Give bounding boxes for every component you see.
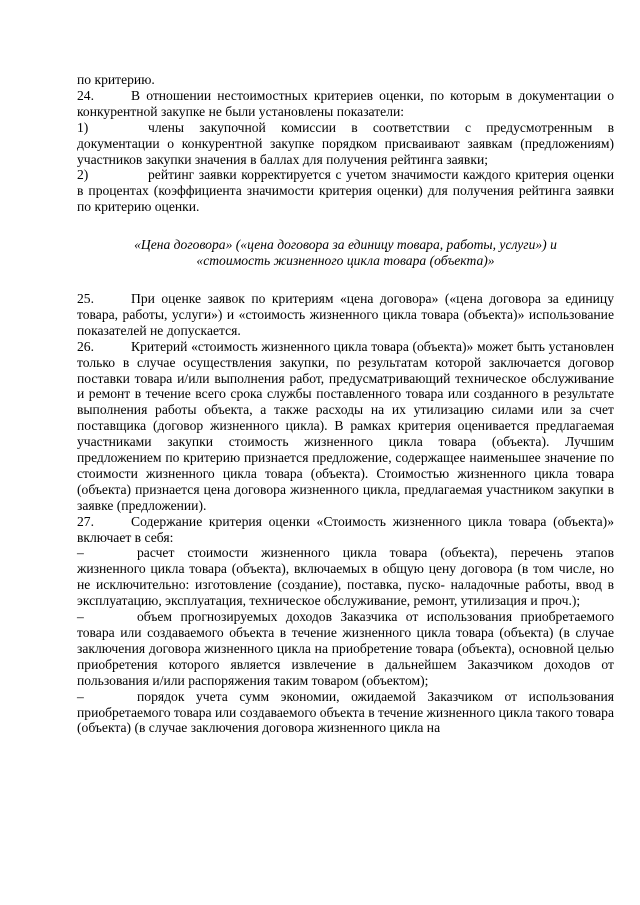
bullet-text: объем прогнозируемых доходов Заказчика от использования приобретаемого товара или создаваемого объекта в течение жизненного цикла товара (объекта) (в случае заключения договора жизненного цикла на приобретение товара (объекта), основной целью приобретения которого является извлечение в дальнейшем Заказчиком доходов от пользования и/или распоряжения таким товаром (объектом); [77, 609, 614, 688]
clause-text: Критерий «стоимость жизненного цикла товара (объекта)» может быть установлен только в случае осуществления закупки, по результатам которой заключается договор поставки товара и/или выполнения работ, предусматривающий техническое обслуживание и ремонт в течение всего срока службы поставленного товара или созданного в результате выполнения работы объекта, а также расходы на их утилизацию силами или за счет поставщика (договор жизненного цикла). В рамках критерия оценивается предлагаемая участниками закупки стоимость жизненного цикла товара (объекта). Лучшим предложением по критерию признается предложение, содержащее наименьшее значение по стоимости жизненного цикла товара (объекта). Стоимостью жизненного цикла товара (объекта) признается цена договора жизненного цикла, предлагаемая участником закупки в заявке (предложении). [77, 338, 614, 513]
item-text: рейтинг заявки корректируется с учетом значимости каждого критерия оценки в процентах (коэффициента значимости критерия оценки) для получения рейтинга заявки по критерию оценки. [77, 167, 614, 215]
clause-24-item-2 [77, 167, 614, 215]
item-number: 2) [77, 167, 89, 183]
clause-number: 24. [77, 87, 94, 103]
bullet-text: расчет стоимости жизненного цикла товара (объекта), перечень этапов жизненного цикла товара (объекта), включаемых в общую цену договора (в том числе, но не исключительно: изготовление (создание), поставка, пуско- наладочные работы, ввод в эксплуатацию, эксплуатация, техническое обслуживание, ремонт, утилизация и проч.); [77, 545, 614, 609]
document-page [77, 72, 614, 736]
clause-26 [77, 339, 614, 514]
section-heading-line-2: «стоимость жизненного цикла товара (объекта)» [196, 253, 495, 269]
bullet-item-1 [77, 545, 614, 609]
clause-27 [77, 514, 614, 546]
item-text: члены закупочной комиссии в соответствии с предусмотренным в документации о конкурентной закупке порядком присваивают заявкам (предложениям) участников закупки значения в баллах для получения рейтинга заявки; [77, 119, 614, 167]
section-heading [77, 237, 614, 269]
clause-number: 27. [77, 513, 94, 529]
clause-text: При оценке заявок по критериям «цена договора» («цена договора за единицу товара, работы, услуги») и «стоимость жизненного цикла товара (объекта)» использование показателей не допускается. [77, 290, 614, 338]
bullet-dash: – [77, 688, 84, 704]
clause-number: 26. [77, 338, 94, 354]
bullet-dash: – [77, 609, 84, 625]
bullet-item-3 [77, 689, 614, 737]
paragraph-continuation: по критерию. [77, 72, 155, 87]
clause-24 [77, 88, 614, 120]
clause-text: Содержание критерия оценки «Стоимость жизненного цикла товара (объекта)» включает в себя: [77, 513, 614, 545]
clause-text: В отношении нестоимостных критериев оценки, по которым в документации о конкурентной закупке не были установлены показатели: [77, 87, 614, 119]
item-number: 1) [77, 119, 89, 135]
bullet-dash: – [77, 545, 84, 561]
bullet-text: порядок учета сумм экономии, ожидаемой Заказчиком от использования приобретаемого товара или создаваемого объекта в течение жизненного цикла такого товара (объекта) (в случае заключения договора жизненного цикла на [77, 688, 614, 736]
clause-number: 25. [77, 290, 94, 306]
bullet-item-2 [77, 609, 614, 689]
section-heading-line-1: «Цена договора» («цена договора за единицу товара, работы, услуги») и [134, 237, 557, 253]
clause-24-item-1 [77, 120, 614, 168]
clause-25 [77, 291, 614, 339]
